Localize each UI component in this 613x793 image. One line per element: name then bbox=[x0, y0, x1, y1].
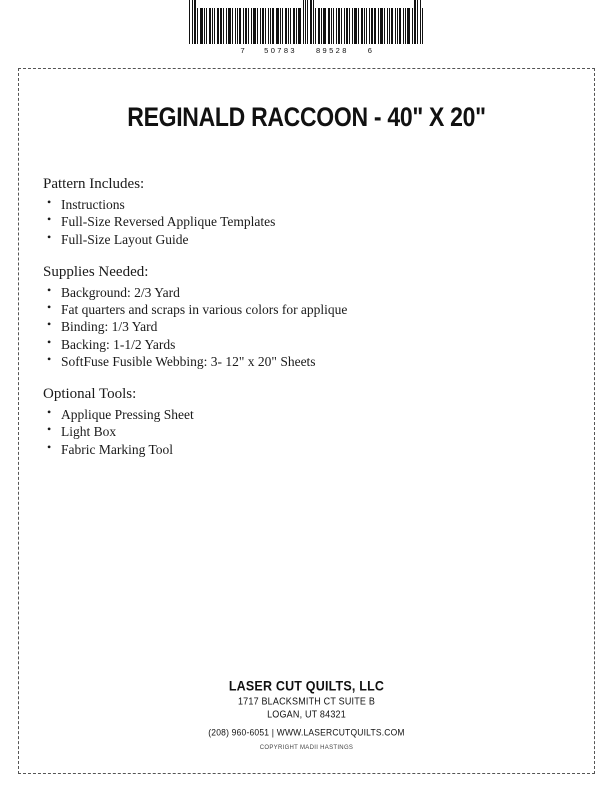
barcode bbox=[0, 8, 613, 55]
list-item: • Instructions bbox=[43, 196, 594, 213]
pattern-card bbox=[18, 68, 595, 774]
list-supplies-needed bbox=[43, 284, 594, 370]
list-item: • Light Box bbox=[43, 423, 594, 440]
copyright-notice: COPYRIGHT MADII HASTINGS bbox=[259, 745, 354, 751]
page-title: REGINALD RACCOON - 40" X 20" bbox=[127, 101, 486, 132]
company-name: LASER CUT QUILTS, LLC bbox=[228, 678, 385, 694]
list-item: • Fat quarters and scraps in various colors for applique bbox=[43, 301, 594, 318]
section-pattern-includes bbox=[43, 176, 594, 248]
section-optional-tools bbox=[43, 386, 594, 458]
company-contact: (208) 960-6051 | WWW.LASERCUTQUILTS.COM bbox=[208, 726, 405, 738]
list-item: • Binding: 1/3 Yard bbox=[43, 318, 594, 335]
content-area bbox=[43, 176, 594, 458]
list-pattern-includes bbox=[43, 196, 594, 248]
barcode-left-digit: 7 bbox=[240, 46, 246, 55]
section-supplies-needed bbox=[43, 264, 594, 370]
list-item: • Applique Pressing Sheet bbox=[43, 406, 594, 423]
company-address-line1: 1717 BLACKSMITH CT SUITE B bbox=[237, 695, 376, 707]
list-item: • Backing: 1-1/2 Yards bbox=[43, 336, 594, 353]
footer bbox=[19, 679, 594, 751]
barcode-group-1: 50783 bbox=[264, 46, 297, 55]
company-address-line2: LOGAN, UT 84321 bbox=[267, 708, 346, 720]
section-heading: Supplies Needed: bbox=[43, 263, 149, 280]
section-heading: Pattern Includes: bbox=[43, 176, 145, 192]
list-item: • SoftFuse Fusible Webbing: 3- 12" x 20" Sheets bbox=[43, 353, 594, 370]
list-optional-tools bbox=[43, 406, 594, 458]
barcode-group-2: 89528 bbox=[315, 46, 349, 55]
section-heading: Optional Tools: bbox=[43, 386, 137, 403]
list-item: • Background: 2/3 Yard bbox=[43, 284, 594, 301]
list-item: • Full-Size Reversed Applique Templates bbox=[43, 213, 594, 230]
barcode-digits bbox=[241, 46, 373, 55]
barcode-right-digit: 6 bbox=[367, 46, 373, 55]
list-item: • Full-Size Layout Guide bbox=[43, 231, 594, 248]
barcode-bars bbox=[189, 8, 424, 44]
list-item: • Fabric Marking Tool bbox=[43, 441, 594, 458]
